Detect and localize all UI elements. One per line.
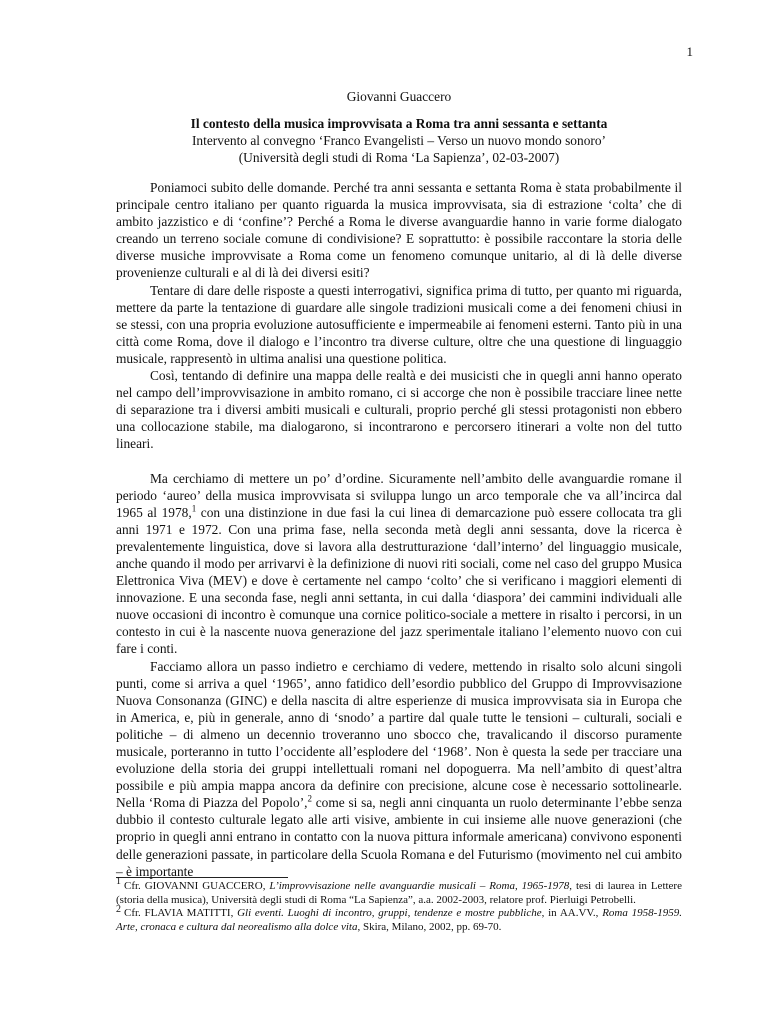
document-header	[116, 88, 682, 166]
footnote-ref[interactable]: 2	[307, 793, 313, 804]
footnote-divider	[116, 877, 288, 878]
body-text	[116, 179, 682, 880]
footnote-title: L’improvvisazione nelle avanguardie musicali – Roma, 1965-1978	[269, 880, 570, 892]
paragraph: Così, tentando di definire una mappa delle realtà e dei musicisti che in quegli anni hanno operato nel campo dell’improvvisazione in ambito romano, ci si accorge che non è possibile tracciare linee nette di separazione tra i diversi ambiti musicali e culturali, proprio perché gli stessi protagonisti non ebbero una collocazione stabile, ma dialogarono, si incontrarono e percorsero itinerari a volte non del tutto lineari.	[116, 368, 682, 452]
author-name: Giovanni Guaccero	[346, 89, 452, 104]
page-number: 1	[686, 44, 693, 59]
paragraph-text: come si sa, negli anni cinquanta un ruolo determinante l’ebbe senza dubbio il contesto culturale legato alle arti visive, ambiente in cui insieme alle nuove generazioni (che proprio in quegli anni entrano in contatto con la nuova pittura informale americana) convivono esponenti delle generazioni passate, in particolare della Scuola Romana e del Futurismo (movimento nel cui ambito – è importante	[116, 795, 682, 879]
paragraph-text: Facciamo allora un passo indietro e cerchiamo di vedere, mettendo in risalto solo alcuni singoli punti, come si arriva a quel ‘1965’, anno fatidico dell’esordio pubblico del Gruppo di Improvvisazione Nuova Consonanza (GINC) e della nascita di altre esperienze di musica improvvisata sia in Europa che in America, e, più in generale, anno di ‘snodo’ a partire dal quale tutte le tensioni – culturali, sociali e politiche – di almeno un decennio troveranno uno sbocco che, travalicando il discorso puramente musicale, porteranno in tutto l’occidente all’esplodere del ‘1968’. Non è questa la sede per tracciare una evoluzione della storia dei gruppi intellettuali romani nel dopoguerra. Ma nell’ambito di quest’altra possibile e più ampia mappa ancora da definire con precisione, alcune cose è necessario sottolinearle. Nella ‘Roma di Piazza del Popolo’,	[116, 658, 682, 811]
footnote-text: Cfr. GIOVANNI GUACCERO,	[124, 880, 270, 892]
paragraph	[116, 470, 682, 658]
footnote-text: , Skira, Milano, 2002, pp. 69-70.	[357, 920, 502, 933]
paragraph-text: Ma cerchiamo di mettere un po’ d’ordine. Sicuramente nell’ambito delle avanguardie romane il periodo ‘aureo’ della musica improvvisata si sviluppa lungo un arco temporale che va all’incirca dal 1965 al 1978,	[116, 470, 682, 520]
paragraph: Poniamoci subito delle domande. Perché tra anni sessanta e settanta Roma è stata probabilmente il principale centro italiano per quanto riguarda la musica improvvisata, sia di estrazione ‘colta’ che di ambito jazzistico e di ‘confine’? Perché a Roma le diverse avanguardie hanno in varie forme dialogato creando un terreno sociale comune di condivisione? E soprattutto: è possibile raccontare la storia delle diverse musiche improvvisate a Roma come un fenomeno comunque unitario, al di là delle diverse provenienze culturali e al di là dei diversi esiti?	[116, 180, 682, 281]
footnote-title: Gli eventi. Luoghi di incontro, gruppi, tendenze e mostre pubbliche	[237, 907, 542, 920]
footnote-text: Cfr. FLAVIA MATITTI,	[124, 907, 238, 920]
document-subtitle: Intervento al convegno ‘Franco Evangelisti – Verso un nuovo mondo sonoro’	[191, 133, 607, 148]
document-venue: (Università degli studi di Roma ‘La Sapienza’, 02-03-2007)	[238, 150, 560, 165]
footnotes	[116, 876, 683, 934]
footnote-number: 1	[116, 876, 121, 888]
paragraph	[116, 658, 682, 880]
footnote	[116, 876, 682, 907]
paragraph-text: con una distinzione in due fasi la cui linea di demarcazione può essere collocata tra gli anni 1971 e 1972. Con una prima fase, nella seconda metà degli anni sessanta, dove la ricerca è prevalentemente linguistica, dove si lavora alla destrutturazione ‘dall’interno’ del linguaggio musicale, anche quando il modo per arrivarvi è la definizione di nuovi riti sociali, come nel caso del gruppo Musica Elettronica Viva (MEV) e dove è certamente nel campo ‘colto’ che si verificano i maggiori elementi di innovazione. E una seconda fase, negli anni settanta, in cui dalla ‘diaspora’ dei cammini individuali alle nuove occasioni di incontro è comunque una cornice politico-sociale a mettere in risalto i percorsi, in un contesto in cui è la nascente nuova generazione del jazz sperimentale italiano l’elemento nuovo con cui fare i conti.	[116, 504, 682, 657]
document-title: Il contesto della musica improvvisata a Roma tra anni sessanta e settanta	[190, 116, 608, 131]
footnote-ref[interactable]: 1	[191, 503, 197, 514]
footnote-number: 2	[116, 903, 121, 915]
footnote	[116, 903, 683, 934]
footnote-text: , tesi di laurea in Lettere (storia della musica), Università degli studi di Roma “La Sapienza”, a.a. 2002-2003, relatore prof. Pierluigi Petrobelli.	[116, 880, 682, 906]
footnote-title: Roma 1958-1959. Arte, cronaca e cultura dal neorealismo alla dolce vita	[116, 907, 683, 933]
footnote-text: , in AA.VV.,	[541, 907, 603, 920]
paragraph: Tentare di dare delle risposte a questi interrogativi, significa prima di tutto, per quanto mi riguarda, mettere da parte la tentazione di guardare alle singole tradizioni musicali come a dei fenomeni chiusi in se stessi, con una propria evoluzione autosufficiente e impermeabile ai fenomeni esterni. Tanto più in una città come Roma, dove il dialogo e l’incontro tra diverse culture, oltre che una questione di linguaggio musicale, rappresentò in ultima analisi una questione politica.	[116, 282, 682, 366]
